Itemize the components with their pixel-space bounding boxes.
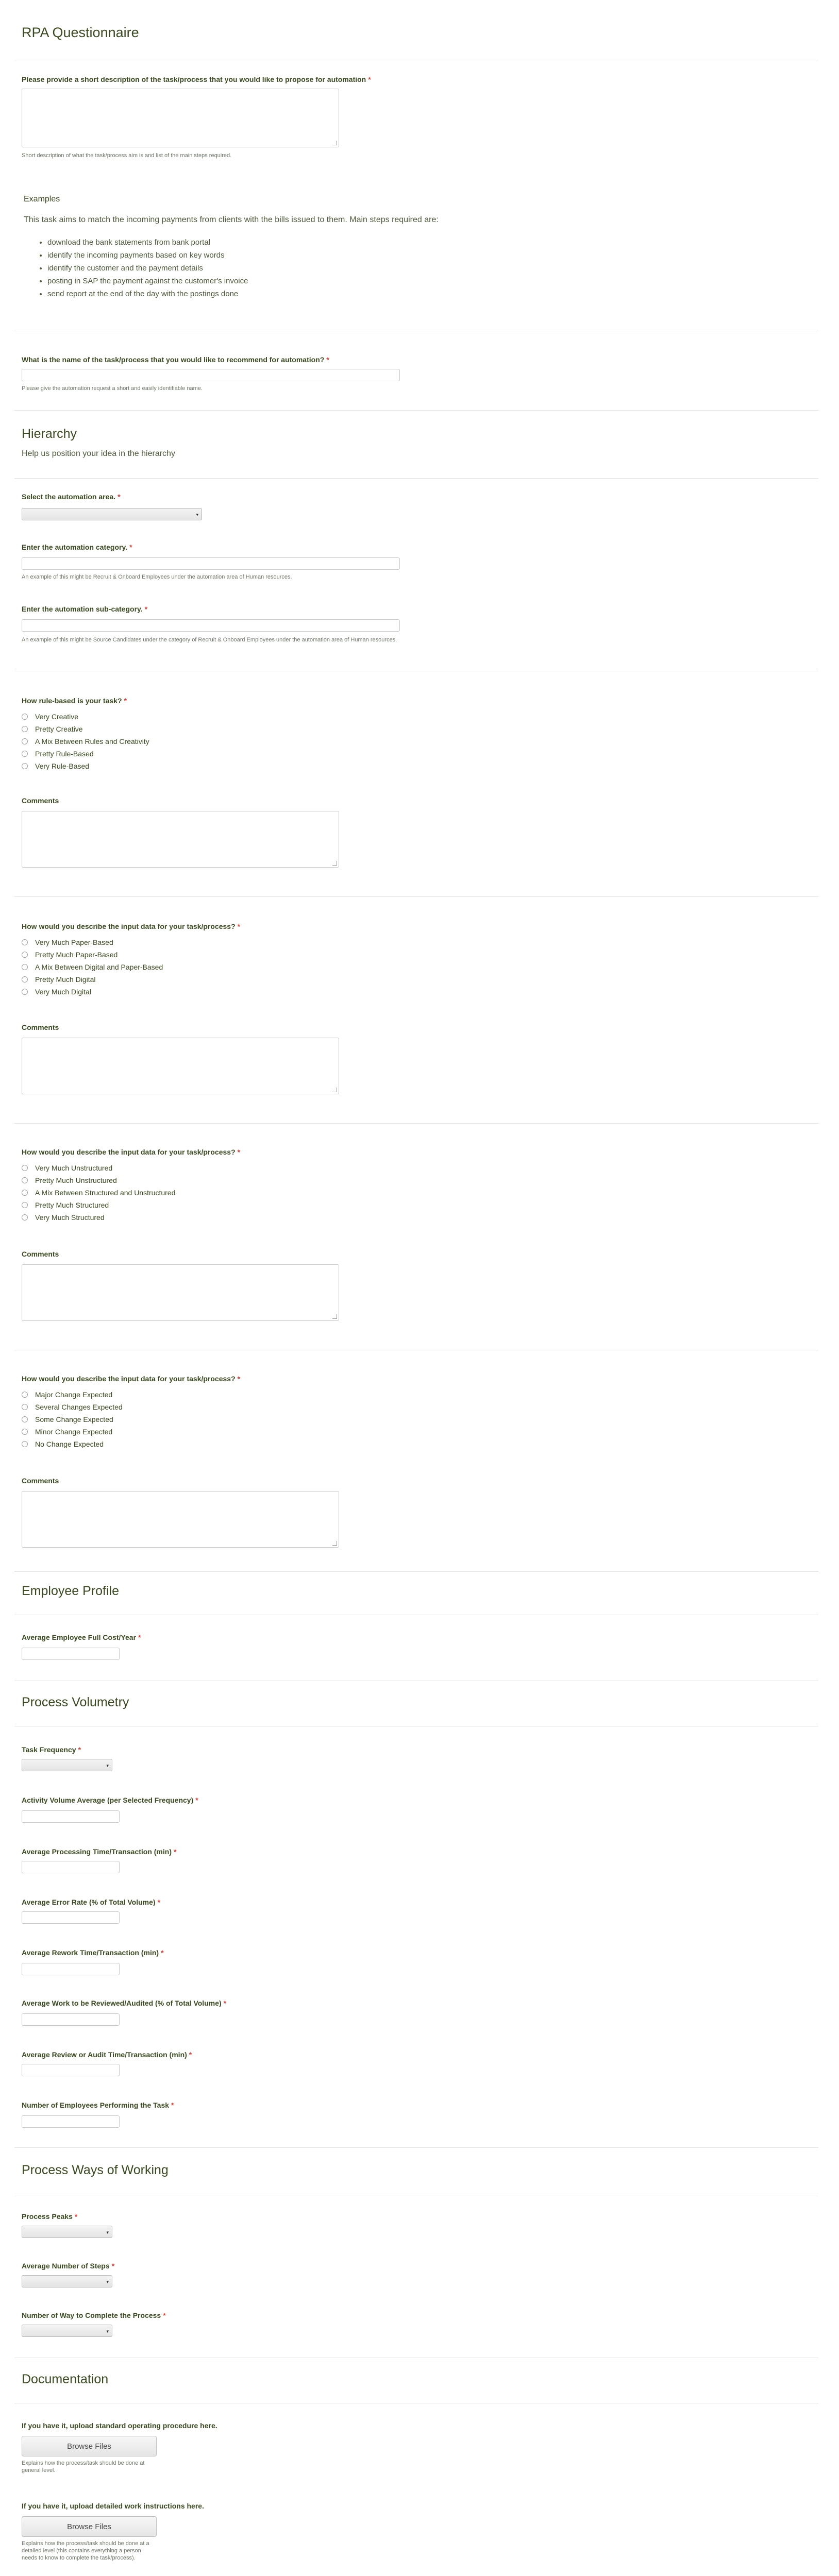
- subcategory-help: An example of this might be Source Candidates under the category of Recruit & Onboard Employees under the automation area of Human resources.: [22, 637, 397, 643]
- divider: [14, 1123, 818, 1124]
- radio-icon: [22, 1429, 28, 1435]
- area-select[interactable]: [22, 508, 202, 520]
- frequency-select[interactable]: [22, 1759, 112, 1771]
- volume-input[interactable]: [22, 1810, 120, 1823]
- radio-option[interactable]: Pretty Much Structured: [22, 1199, 109, 1211]
- radio-option[interactable]: Very Much Unstructured: [22, 1162, 112, 1174]
- resize-grip-icon: [332, 1541, 337, 1546]
- upload-help: Explains how the process/task should be done at a detailed level (this contains everything a person needs to know to complete the task/process).: [22, 2540, 149, 2561]
- employees-input[interactable]: [22, 2115, 120, 2128]
- radio-icon: [22, 952, 28, 958]
- chevron-down-icon: ▾: [196, 512, 198, 517]
- radio-option[interactable]: Pretty Much Digital: [22, 974, 95, 985]
- list-item: • download the bank statements from bank portal: [47, 236, 248, 249]
- upload-label: If you have it, upload detailed work instructions here.: [22, 2502, 204, 2510]
- upload-help: Explains how the process/task should be done at general level.: [22, 2460, 145, 2473]
- radio-icon: [22, 1392, 28, 1398]
- radio-icon: [22, 1214, 28, 1221]
- radio-icon: [22, 1416, 28, 1422]
- examples-title: Examples: [24, 195, 60, 204]
- divider: [14, 410, 818, 411]
- radio-icon: [22, 1404, 28, 1410]
- peaks-select[interactable]: [22, 2226, 112, 2238]
- radio-icon: [22, 964, 28, 970]
- input-data-label: How would you describe the input data for your task/process? *: [22, 1148, 241, 1156]
- radio-option[interactable]: Major Change Expected: [22, 1389, 112, 1400]
- comments-label: Comments: [22, 1023, 59, 1031]
- name-label: What is the name of the task/process that you would like to recommend for automation? *: [22, 355, 329, 364]
- review-time-input[interactable]: [22, 2064, 120, 2076]
- list-item: • send report at the end of the day with the postings done: [47, 287, 248, 300]
- resize-grip-icon: [332, 141, 337, 145]
- chevron-down-icon: ▾: [106, 2230, 109, 2235]
- radio-option[interactable]: Very Creative: [22, 711, 78, 722]
- chevron-down-icon: ▾: [106, 2279, 109, 2284]
- divider: [14, 478, 818, 479]
- cost-input[interactable]: [22, 1648, 120, 1660]
- hierarchy-subtitle: Help us position your idea in the hierarchy: [22, 449, 175, 458]
- name-input[interactable]: [22, 369, 400, 381]
- list-item: • identify the customer and the payment details: [47, 262, 248, 275]
- radio-option[interactable]: Pretty Much Paper-Based: [22, 949, 118, 960]
- radio-option[interactable]: Very Much Digital: [22, 986, 91, 997]
- radio-option[interactable]: A Mix Between Structured and Unstructured: [22, 1187, 175, 1198]
- radio-icon: [22, 1165, 28, 1171]
- radio-icon: [22, 726, 28, 732]
- rework-time-input[interactable]: [22, 1963, 120, 1975]
- radio-option[interactable]: A Mix Between Digital and Paper-Based: [22, 961, 163, 973]
- employee-title: Employee Profile: [22, 1584, 119, 1598]
- steps-select[interactable]: [22, 2275, 112, 2287]
- subcategory-label: Enter the automation sub-category. *: [22, 605, 148, 613]
- radio-icon: [22, 1190, 28, 1196]
- processing-time-input[interactable]: [22, 1861, 120, 1873]
- radio-option[interactable]: Minor Change Expected: [22, 1426, 112, 1437]
- radio-option[interactable]: Several Changes Expected: [22, 1401, 123, 1413]
- divider: [14, 896, 818, 897]
- comments-label: Comments: [22, 796, 59, 805]
- resize-grip-icon: [332, 1314, 337, 1319]
- examples-text: This task aims to match the incoming payments from clients with the bills issued to them. Main steps required are:: [24, 215, 439, 224]
- chevron-down-icon: ▾: [106, 1763, 109, 1768]
- documentation-title: Documentation: [22, 2372, 109, 2386]
- comments-textarea[interactable]: [22, 811, 339, 868]
- list-item: • posting in SAP the payment against the customer's invoice: [47, 275, 248, 287]
- radio-option[interactable]: Some Change Expected: [22, 1414, 113, 1425]
- radio-option[interactable]: Pretty Much Unstructured: [22, 1175, 117, 1186]
- category-input[interactable]: [22, 557, 400, 570]
- upload-label: If you have it, upload standard operating procedure here.: [22, 2421, 217, 2430]
- browse-files-button[interactable]: Browse Files: [22, 2436, 157, 2456]
- list-item: • identify the incoming payments based on key words: [47, 249, 248, 262]
- hierarchy-title: Hierarchy: [22, 427, 77, 441]
- radio-icon: [22, 738, 28, 744]
- description-help: Short description of what the task/process aim is and list of the main steps required.: [22, 152, 232, 159]
- ways-count-label: Number of Way to Complete the Process *: [22, 2311, 166, 2319]
- comments-textarea[interactable]: [22, 1038, 339, 1094]
- description-textarea[interactable]: [22, 89, 339, 147]
- resize-grip-icon: [332, 861, 337, 866]
- area-label: Select the automation area. *: [22, 493, 121, 501]
- radio-icon: [22, 976, 28, 982]
- frequency-label: Task Frequency *: [22, 1745, 81, 1754]
- examples-list: [31, 236, 248, 300]
- comments-label: Comments: [22, 1477, 59, 1485]
- radio-option[interactable]: Pretty Creative: [22, 723, 83, 735]
- reviewed-label: Average Work to be Reviewed/Audited (% of Total Volume) *: [22, 1999, 227, 2007]
- volumetry-title: Process Volumetry: [22, 1695, 129, 1709]
- divider: [14, 1571, 818, 1572]
- radio-icon: [22, 1202, 28, 1208]
- category-label: Enter the automation category. *: [22, 543, 132, 551]
- divider: [14, 2147, 818, 2148]
- radio-icon: [22, 1177, 28, 1183]
- error-rate-label: Average Error Rate (% of Total Volume) *: [22, 1898, 161, 1906]
- reviewed-input[interactable]: [22, 2013, 120, 2026]
- radio-icon: [22, 763, 28, 769]
- category-help: An example of this might be Recruit & Onboard Employees under the automation area of Human resources.: [22, 574, 292, 580]
- browse-files-button[interactable]: Browse Files: [22, 2516, 157, 2537]
- name-help: Please give the automation request a short and easily identifiable name.: [22, 385, 203, 392]
- description-label: Please provide a short description of the task/process that you would like to propose for automation *: [22, 75, 371, 83]
- input-data-label: How would you describe the input data for your task/process? *: [22, 1375, 241, 1383]
- peaks-label: Process Peaks *: [22, 2212, 78, 2221]
- ways-title: Process Ways of Working: [22, 2163, 169, 2177]
- volume-label: Activity Volume Average (per Selected Frequency) *: [22, 1796, 198, 1804]
- rules-label: How rule-based is your task? *: [22, 697, 127, 705]
- subcategory-input[interactable]: [22, 619, 400, 632]
- ways-count-select[interactable]: [22, 2325, 112, 2337]
- employees-label: Number of Employees Performing the Task *: [22, 2101, 174, 2109]
- radio-icon: [22, 1441, 28, 1447]
- radio-option[interactable]: Very Much Structured: [22, 1212, 105, 1223]
- radio-option[interactable]: Very Rule-Based: [22, 760, 89, 772]
- page-title: RPA Questionnaire: [22, 25, 139, 40]
- review-time-label: Average Review or Audit Time/Transaction (min) *: [22, 2050, 192, 2059]
- processing-time-label: Average Processing Time/Transaction (min) *: [22, 1848, 177, 1856]
- cost-label: Average Employee Full Cost/Year *: [22, 1633, 141, 1641]
- comments-textarea[interactable]: [22, 1264, 339, 1321]
- radio-icon: [22, 939, 28, 945]
- radio-icon: [22, 989, 28, 995]
- input-data-label: How would you describe the input data for your task/process? *: [22, 922, 241, 930]
- comments-label: Comments: [22, 1250, 59, 1258]
- error-rate-input[interactable]: [22, 1911, 120, 1924]
- radio-option[interactable]: No Change Expected: [22, 1438, 104, 1450]
- radio-icon: [22, 714, 28, 720]
- steps-label: Average Number of Steps *: [22, 2262, 115, 2270]
- chevron-down-icon: ▾: [106, 2329, 109, 2334]
- rework-time-label: Average Rework Time/Transaction (min) *: [22, 1948, 164, 1957]
- comments-textarea[interactable]: [22, 1491, 339, 1548]
- radio-option[interactable]: Very Much Paper-Based: [22, 937, 113, 948]
- radio-option[interactable]: Pretty Rule-Based: [22, 748, 94, 759]
- resize-grip-icon: [332, 1088, 337, 1092]
- radio-icon: [22, 751, 28, 757]
- radio-option[interactable]: A Mix Between Rules and Creativity: [22, 736, 149, 747]
